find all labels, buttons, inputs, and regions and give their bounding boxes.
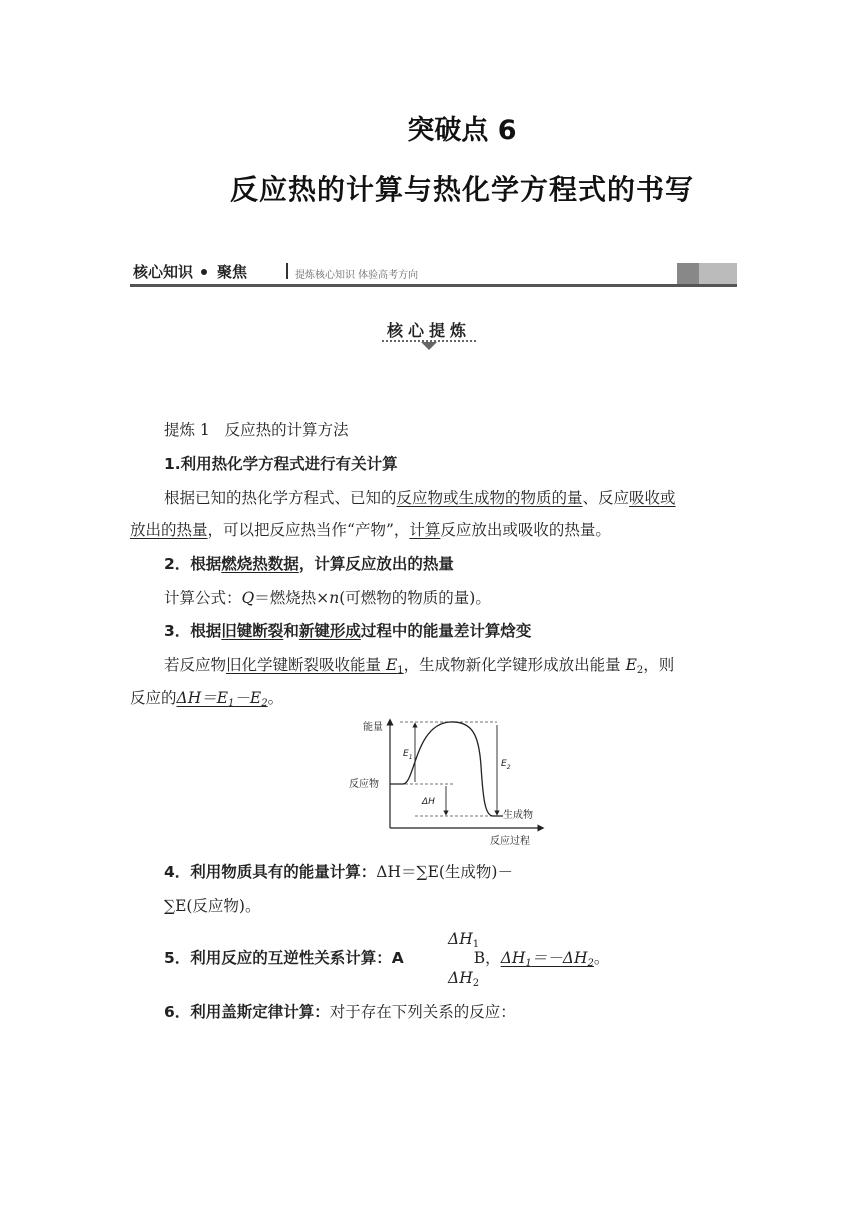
e1-label: $E_1$ <box>403 749 413 761</box>
underlined-text: 新键形成 <box>298 622 361 640</box>
underlined-text: 旧键断裂 <box>221 622 284 640</box>
item-2-heading <box>164 554 774 574</box>
text-span: ΔH <box>448 969 473 987</box>
variable: E <box>625 656 637 674</box>
text-span: 计算公式： <box>164 589 242 607</box>
subscript: 2 <box>587 958 594 969</box>
item-6-heading: 6．利用盖斯定律计算： <box>164 1003 330 1021</box>
text-span: (可燃物的物质的量)。 <box>339 589 491 607</box>
text-span: ΔH <box>448 930 473 948</box>
subscript: 2 <box>472 978 480 989</box>
subscript: 2 <box>261 698 268 709</box>
text-span: ，生成物新化学键形成放出能量 <box>403 656 626 674</box>
point-heading <box>164 420 774 440</box>
section-header-lead <box>133 261 247 282</box>
underlined-text: 反应物或生成物的物质的量 <box>396 489 583 507</box>
section-header-sub: 提炼核心知识 体验高考方向 <box>295 270 419 281</box>
page-subtitle: 反应热的计算与热化学方程式的书写 <box>229 173 694 206</box>
subscript: 1 <box>228 698 235 709</box>
section-rule <box>130 284 737 287</box>
para-1-line-1 <box>164 488 774 508</box>
item-4-line-2: ∑E(反应物)。 <box>164 897 261 915</box>
bullet-dot-icon <box>201 269 207 275</box>
variable: n <box>329 589 340 607</box>
para-3-line-2 <box>130 688 740 714</box>
energy-curve <box>390 722 503 816</box>
text-span: ＝－ΔH <box>531 949 588 967</box>
underlined-text: 燃烧热数据 <box>221 555 299 573</box>
text-span: 、反应 <box>582 489 630 507</box>
text-span: ，则 <box>643 656 675 674</box>
text-span: ΔH＝∑E(生成物)－ <box>376 863 513 881</box>
text-span: 3．根据 <box>164 622 222 640</box>
underlined-text: 放出的热量 <box>130 521 208 539</box>
text-span: 2．根据 <box>164 555 222 573</box>
underlined-text: 计算 <box>409 521 441 539</box>
dh-label: ΔH <box>422 797 435 807</box>
variable: E <box>385 656 398 674</box>
energy-diagram <box>345 716 545 850</box>
section-divider <box>286 263 288 279</box>
e2-label: $E_2$ <box>501 759 511 771</box>
subheading: 核心提炼 <box>386 321 471 340</box>
x-axis-label: 反应过程 <box>490 836 530 847</box>
item-6-line <box>164 1002 774 1022</box>
item-1-heading: 1.利用热化学方程式进行有关计算 <box>164 455 398 473</box>
section-header-bar <box>130 261 737 287</box>
formula-line <box>164 588 774 608</box>
triangle-down-icon <box>421 342 437 350</box>
underlined-text: 吸收或 <box>629 489 676 507</box>
item-5-heading: 5．利用反应的互逆性关系计算：A <box>164 949 404 967</box>
text-span: 旧化学键断裂吸收能量 <box>226 656 386 674</box>
text-span: 。 <box>267 689 284 707</box>
subscript: 1 <box>525 958 532 969</box>
point-title: 反应热的计算方法 <box>224 421 349 439</box>
underlined-formula <box>501 949 594 967</box>
page-title: 突破点 6 <box>407 115 517 146</box>
underlined-formula <box>177 689 268 707</box>
subscript: 1 <box>397 665 404 676</box>
text-span: 若反应物 <box>164 656 227 674</box>
item-3-heading <box>164 621 774 641</box>
text-span: ＝燃烧热× <box>254 589 330 607</box>
section-header-title: 核心知识 <box>133 263 194 281</box>
subscript: 2 <box>636 665 644 676</box>
para-3-line-1 <box>164 655 774 681</box>
item-4-heading: 4．利用物质具有的能量计算： <box>164 863 377 881</box>
point-label: 提炼 1 <box>164 421 210 439</box>
decor-block-dark <box>677 263 699 284</box>
variable: Q <box>241 589 255 607</box>
text-span: 过程中的能量差计算焓变 <box>360 622 532 640</box>
text-span: 根据已知的热化学方程式、已知的 <box>164 489 397 507</box>
text-span: ，计算反应放出的热量 <box>298 555 454 573</box>
text-span: 和 <box>283 622 299 640</box>
y-axis-label: 能量 <box>363 722 383 733</box>
text-span: ΔH＝E <box>176 689 229 707</box>
text-span: B， <box>473 949 501 967</box>
text-span: 对于存在下列关系的反应： <box>329 1003 516 1021</box>
reversible-bottom-label <box>448 968 508 994</box>
subscript: 1 <box>472 939 480 950</box>
text-span: ，可以把反应热当作“产物”， <box>207 521 410 539</box>
item-4-line-1 <box>164 862 774 882</box>
reactant-label: 反应物 <box>349 779 379 790</box>
para-1-line-2 <box>130 520 740 540</box>
product-label: 生成物 <box>503 810 533 821</box>
text-span: 反应的 <box>130 689 177 707</box>
text-span: ΔH <box>500 949 526 967</box>
text-span: －E <box>234 689 262 707</box>
text-span: 。 <box>593 949 610 967</box>
decor-block-light <box>699 263 737 284</box>
text-span: 反应放出或吸收的热量。 <box>440 521 611 539</box>
underlined-text <box>226 656 404 674</box>
section-header-focus: 聚焦 <box>217 263 248 281</box>
